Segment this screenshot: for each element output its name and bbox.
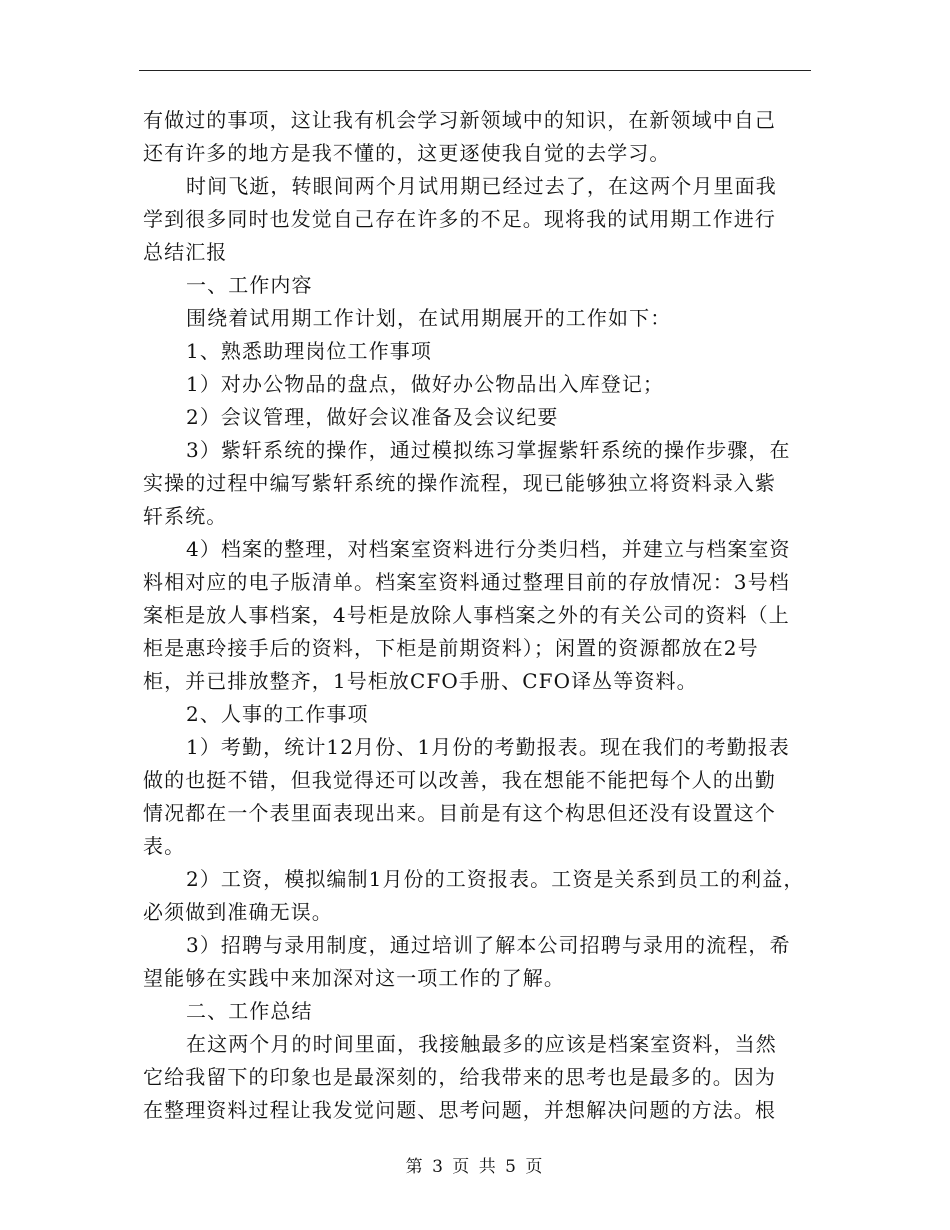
- text-line: 在整理资料过程让我发觉问题、思考问题，并想解决问题的方法。根: [143, 1098, 776, 1122]
- text-line: 柜是惠玲接手后的资料，下柜是前期资料）；闲置的资源都放在2号: [143, 636, 759, 660]
- list-item: 3）招聘与录用制度，通过培训了解本公司招聘与录用的流程，希: [186, 933, 791, 957]
- list-item: 1）对办公物品的盘点，做好办公物品出入库登记；: [186, 372, 665, 396]
- text-line: 还有许多的地方是我不懂的，这更逐使我自觉的去学习。: [143, 141, 671, 165]
- text-line: 它给我留下的印象也是最深刻的，给我带来的思考也是最多的。因为: [143, 1065, 776, 1089]
- header-rule: [139, 70, 811, 71]
- list-item: 2）会议管理，做好会议准备及会议纪要: [186, 405, 559, 429]
- list-item: 2）工资，模拟编制1月份的工资报表。工资是关系到员工的利益，: [186, 867, 805, 891]
- text-line: 料相对应的电子版清单。档案室资料通过整理目前的存放情况：3号档: [143, 570, 790, 594]
- text-line: 在这两个月的时间里面，我接触最多的应该是档案室资料，当然: [186, 1032, 777, 1056]
- body-text: [143, 104, 815, 1127]
- text-line: 情况都在一个表里面表现出来。目前是有这个构思但还没有设置这个: [143, 801, 776, 825]
- text-line: 望能够在实践中来加深对这一项工作的了解。: [143, 966, 565, 990]
- text-line: 有做过的事项，这让我有机会学习新领域中的知识，在新领域中自己: [143, 108, 776, 132]
- section-heading: 一、工作内容: [186, 273, 313, 297]
- subsection-heading: 1、熟悉助理岗位工作事项: [186, 339, 432, 363]
- text-line: 总结汇报: [143, 240, 228, 264]
- list-item: 4）档案的整理，对档案室资料进行分类归档，并建立与档案室资: [186, 537, 791, 561]
- page-number-footer: 第 3 页 共 5 页: [405, 1157, 545, 1177]
- text-line: 围绕着试用期工作计划，在试用期展开的工作如下：: [186, 306, 672, 330]
- text-line: 学到很多同时也发觉自己存在许多的不足。现将我的试用期工作进行: [143, 207, 776, 231]
- text-line: 时间飞逝，转眼间两个月试用期已经过去了，在这两个月里面我: [186, 174, 777, 198]
- text-line: 实操的过程中编写紫轩系统的操作流程，现已能够独立将资料录入紫: [143, 471, 776, 495]
- text-line: 必须做到准确无误。: [143, 900, 333, 924]
- section-heading: 二、工作总结: [186, 999, 313, 1023]
- list-item: 3）紫轩系统的操作，通过模拟练习掌握紫轩系统的操作步骤，在: [186, 438, 791, 462]
- text-line: 轩系统。: [143, 504, 228, 528]
- text-line: 做的也挺不错，但我觉得还可以改善，我在想能不能把每个人的出勤: [143, 768, 776, 792]
- text-line: 表。: [143, 834, 186, 858]
- list-item: 1）考勤，统计12月份、1月份的考勤报表。现在我们的考勤报表: [186, 735, 790, 759]
- text-line: 柜，并已排放整齐，1号柜放CFO手册、CFO译丛等资料。: [143, 669, 698, 693]
- subsection-heading: 2、人事的工作事项: [186, 702, 369, 726]
- text-line: 案柜是放人事档案，4号柜是放除人事档案之外的有关公司的资料（上: [143, 603, 790, 627]
